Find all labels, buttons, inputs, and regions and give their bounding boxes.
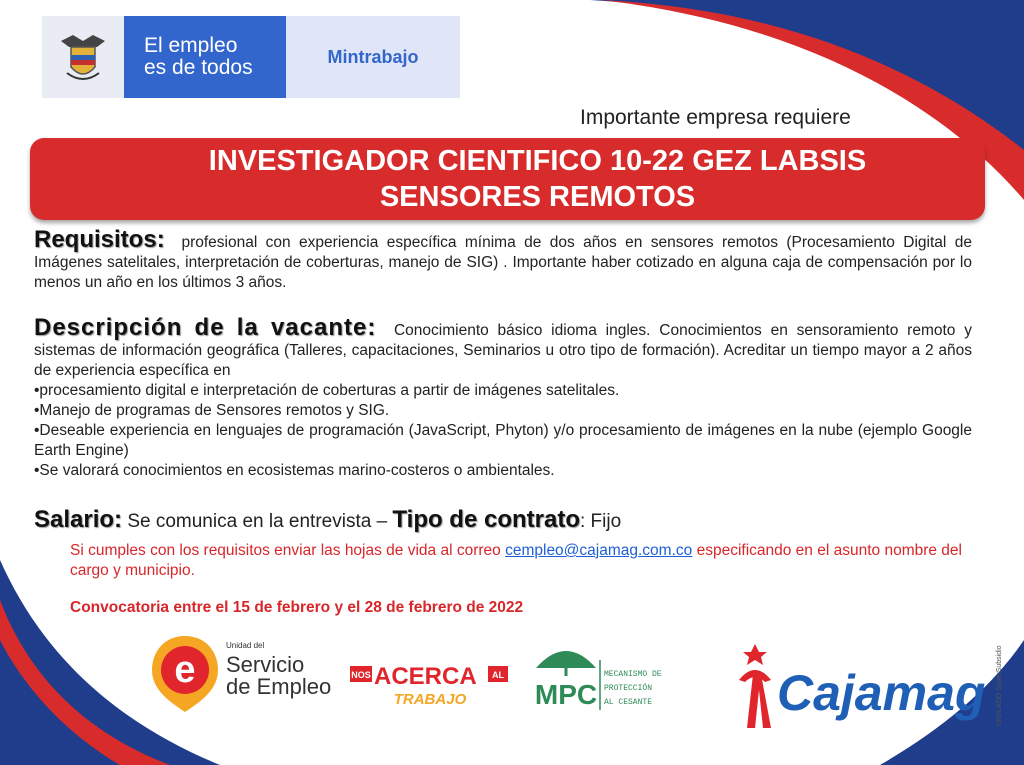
descripcion-section	[34, 314, 972, 481]
descripcion-text: Conocimiento básico idioma ingles. Conocimientos en sensoramiento remoto y sistemas de información geográfica (Talleres, capacitaciones, Seminarios u otro tipo de formación). Acreditar un tiempo mayor a 2 años de experiencia específica en	[34, 322, 972, 379]
descripcion-bullet: •Deseable experiencia en lenguajes de programación (JavaScript, Phyton) y/o procesamiento de imágenes en la nube (ejemplo Google Earth Engine)	[34, 422, 972, 459]
gov-slogan	[124, 16, 286, 98]
apply-instructions	[70, 541, 978, 581]
requisitos-section	[34, 226, 972, 293]
mpc-line1: MECANISMO DE	[604, 670, 662, 679]
servicio-empleo-logo	[150, 632, 350, 714]
vigilado-text: VIGILADO SuperSubsidio	[996, 645, 1003, 726]
mpc-letters: MPC	[534, 679, 598, 710]
acerca-trabajo-logo	[350, 660, 510, 710]
cajamag-name: Cajamag	[777, 665, 986, 721]
email-link[interactable]: cempleo@cajamag.com.co	[505, 542, 693, 559]
salario-section: Salario: Se comunica en la entrevista – Tipo de contrato: Fijo	[34, 506, 622, 533]
title-banner	[30, 138, 985, 220]
requisitos-text: profesional con experiencia específica mínima de dos años en sensores remotos (Procesamiento Digital de Imágenes satelitales, interpretación de coberturas, manejo de SIG) . Importante haber cotizado en alguna caja de compensación por lo menos un año en los últimos 3 años.	[34, 234, 972, 291]
servicio-e-glyph: e	[174, 649, 196, 691]
salario-label: Salario	[34, 506, 115, 533]
acerca-al: AL	[492, 670, 504, 680]
servicio-line2: de Empleo	[226, 674, 332, 699]
requisitos-colon: :	[156, 226, 165, 253]
coat-of-arms-icon	[57, 27, 109, 87]
requisitos-label: Requisitos	[34, 226, 157, 253]
acerca-nos: NOS	[351, 670, 371, 680]
cajamag-logo	[725, 630, 1005, 730]
salario-colon: :	[114, 506, 123, 533]
servicio-small: Unidad del	[226, 641, 265, 650]
ministry-name: Mintrabajo	[286, 16, 460, 98]
coat-of-arms-logo	[42, 16, 124, 98]
mpc-line2: PROTECCIÓN	[604, 684, 653, 693]
servicio-line1: Servicio	[226, 652, 305, 677]
mpc-line3: AL CESANTE	[604, 698, 653, 707]
salario-text: Se comunica en la entrevista –	[127, 511, 388, 532]
gov-banner	[42, 16, 460, 98]
descripcion-label: Descripción de la vacante:	[34, 314, 377, 341]
contract-label: Tipo de contrato	[392, 506, 580, 533]
apply-text-after: especificando en el asunto nombre del cargo y municipio.	[70, 542, 962, 579]
descripcion-bullet: •Se valorará conocimientos en ecosistemas marino-costeros o ambientales.	[34, 462, 555, 479]
intro-text: Importante empresa requiere	[580, 106, 851, 129]
acerca-main: ACERCA	[374, 663, 477, 690]
title-line2: SENSORES REMOTOS	[379, 181, 696, 213]
descripcion-bullet: •Manejo de programas de Sensores remotos y SIG.	[34, 402, 390, 419]
slogan-line2: es de todos	[144, 56, 253, 79]
apply-text-before: Si cumples con los requisitos enviar las hojas de vida al correo	[70, 542, 501, 559]
title-line1: INVESTIGADOR CIENTIFICO 10-22 GEZ LABSIS	[208, 145, 867, 177]
convocatoria-dates: Convocatoria entre el 15 de febrero y el 28 de febrero de 2022	[70, 599, 524, 616]
mpc-logo	[530, 638, 665, 714]
slogan-line1: El empleo	[144, 34, 238, 57]
acerca-trabajo: TRABAJO	[393, 691, 467, 708]
descripcion-bullet: •procesamiento digital e interpretación de coberturas a partir de imágenes satelitales.	[34, 382, 620, 399]
contract-value: Fijo	[590, 511, 622, 532]
